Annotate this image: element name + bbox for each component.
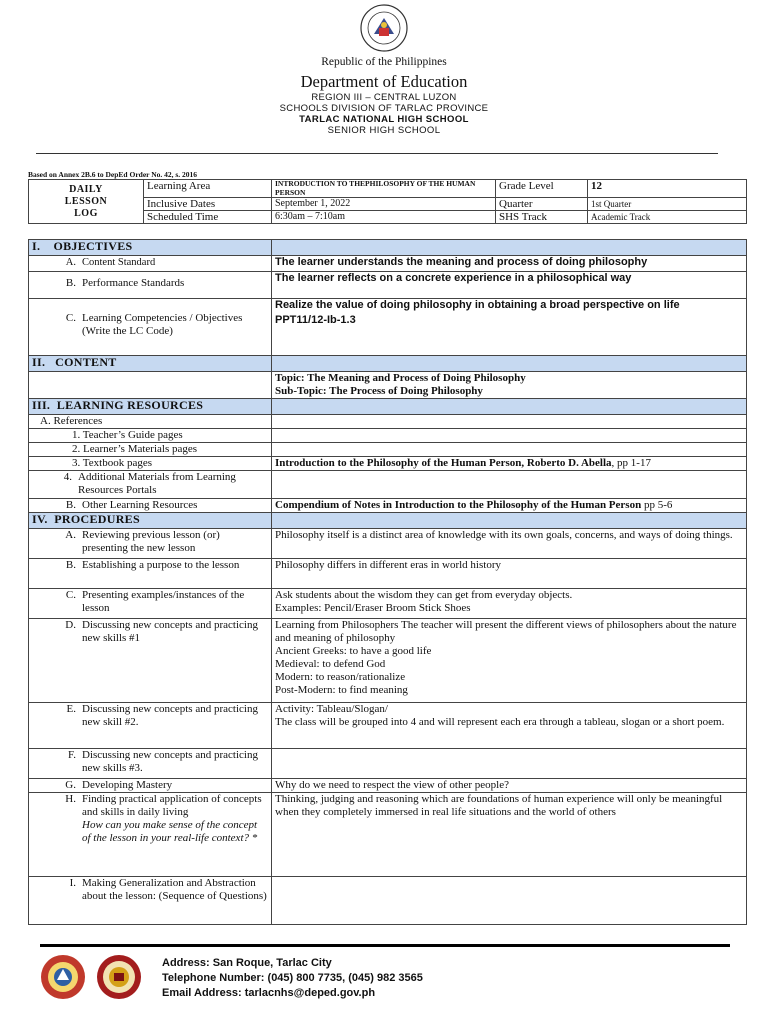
content-label-blank [29,372,272,399]
procedures-heading: IV. PROCEDURES [29,513,272,529]
quarter-label: Quarter [496,198,588,211]
learning-area-label: Learning Area [144,180,272,198]
procedure-g-value: Why do we need to respect the view of other people? [272,779,747,793]
division-text: SCHOOLS DIVISION OF TARLAC PROVINCE [279,103,489,114]
procedure-i-label: I. Making Generalization and Abstraction about the lesson: (Sequence of Questions) [29,877,272,925]
inclusive-dates-label: Inclusive Dates [144,198,272,211]
additional-materials-value [272,471,747,499]
learning-competencies-label: C. Learning Competencies / Objectives (Write the LC Code) [29,299,272,356]
content-heading-blank [272,356,747,372]
department-title: Department of Education [300,72,468,91]
republic-text: Republic of the Philippines [321,56,447,68]
region-text: REGION III – CENTRAL LUZON [311,92,457,103]
procedure-e-value: Activity: Tableau/Slogan/ The class will be grouped into 4 and will represent each era through a tableau, slogan or a short poem. [272,703,747,749]
footer-email: Email Address: tarlacnhs@deped.gov.ph [162,987,376,999]
learning-competencies-value: Realize the value of doing philosophy in obtaining a broad perspective on life PPT11/12-Ib-1.3 [272,299,747,356]
footer-address: Address: San Roque, Tarlac City [162,957,332,969]
performance-standards-value: The learner reflects on a concrete experience in a philosophical way [272,272,747,299]
lesson-log-info-table [28,179,747,224]
procedures-heading-blank [272,513,747,529]
learning-area-value: INTRODUCTION TO THEPHILOSOPHY OF THE HUMAN PERSON [272,180,496,198]
scheduled-time-value: 6:30am – 7:10am [272,211,496,224]
performance-standards-label: B. Performance Standards [29,272,272,299]
content-heading: II. CONTENT [29,356,272,372]
learners-materials-value [272,443,747,457]
procedure-c-label: C. Presenting examples/instances of the lesson [29,589,272,619]
objectives-heading-blank [272,240,747,256]
learning-resources-heading: III. LEARNING RESOURCES [29,399,272,415]
teachers-guide-label: 1. Teacher’s Guide pages [29,429,272,443]
procedure-f-value [272,749,747,779]
procedure-c-value: Ask students about the wisdom they can get from everyday objects. Examples: Pencil/Eraser Broom Stick Shoes [272,589,747,619]
school-level: SENIOR HIGH SCHOOL [327,125,441,136]
content-topic-value: Topic: The Meaning and Process of Doing Philosophy Sub-Topic: The Process of Doing Philosophy [272,372,747,399]
objectives-heading: I. OBJECTIVES [29,240,272,256]
procedure-h-value: Thinking, judging and reasoning which are foundations of human experience will only be meaningful when they completely immersed in real life situations and the world of others [272,793,747,877]
procedure-a-value: Philosophy itself is a distinct area of knowledge with its own goals, concerns, and ways of doing things. [272,529,747,559]
textbook-pages-label: 3. Textbook pages [29,457,272,471]
learners-materials-label: 2. Learner’s Materials pages [29,443,272,457]
procedure-g-label: G. Developing Mastery [29,779,272,793]
references-label: A. References [29,415,272,429]
references-value [272,415,747,429]
scheduled-time-label: Scheduled Time [144,211,272,224]
footer-contact [162,956,423,1001]
additional-materials-label: 4. Additional Materials from Learning Resources Portals [29,471,272,499]
procedure-d-value: Learning from Philosophers The teacher will present the different views of philosophers about the nature and meaning of philosophy Ancient Greeks: to have a good life Medieval: to defend God Modern: to reason/rationalize Post-Modern: to find meaning [272,619,747,703]
grade-level-value: 12 [588,180,747,198]
procedure-b-value: Philosophy differs in different eras in world history [272,559,747,589]
procedure-d-label: D. Discussing new concepts and practicing new skills #1 [29,619,272,703]
procedure-h-label: H. Finding practical application of concepts and skills in daily living How can you make sense of the concept of the lesson in your real-life context? * [29,793,272,877]
procedure-e-label: E. Discussing new concepts and practicing new skill #2. [29,703,272,749]
teachers-guide-value [272,429,747,443]
content-standard-label: A. Content Standard [29,256,272,272]
footer-phone: Telephone Number: (045) 800 7735, (045) 982 3565 [162,972,423,984]
other-resources-value: Compendium of Notes in Introduction to the Philosophy of the Human Person pp 5-6 [272,499,747,513]
grade-level-label: Grade Level [496,180,588,198]
quarter-value: 1st Quarter [588,198,747,211]
learning-resources-heading-blank [272,399,747,415]
school-name: TARLAC NATIONAL HIGH SCHOOL [299,114,469,125]
procedure-a-label: A. Reviewing previous lesson (or) presenting the new lesson [29,529,272,559]
shs-track-value: Academic Track [588,211,747,224]
shs-track-label: SHS Track [496,211,588,224]
annex-note: Based on Annex 2B.6 to DepEd Order No. 42, s. 2016 [28,170,198,179]
content-standard-value: The learner understands the meaning and process of doing philosophy [272,256,747,272]
deped-seal-logo [360,4,408,52]
other-resources-label: B. Other Learning Resources [29,499,272,513]
procedure-f-label: F. Discussing new concepts and practicing new skills #3. [29,749,272,779]
school-seal-logo [96,954,142,1000]
header-divider [36,153,718,154]
inclusive-dates-value: September 1, 2022 [272,198,496,211]
division-seal-logo [40,954,86,1000]
footer-divider [40,944,730,947]
procedure-i-value [272,877,747,925]
lesson-plan-table [28,239,747,925]
daily-lesson-log-title: DAILY LESSON LOG [29,180,144,224]
procedure-b-label: B. Establishing a purpose to the lesson [29,559,272,589]
textbook-pages-value: Introduction to the Philosophy of the Human Person, Roberto D. Abella, pp 1-17 [272,457,747,471]
